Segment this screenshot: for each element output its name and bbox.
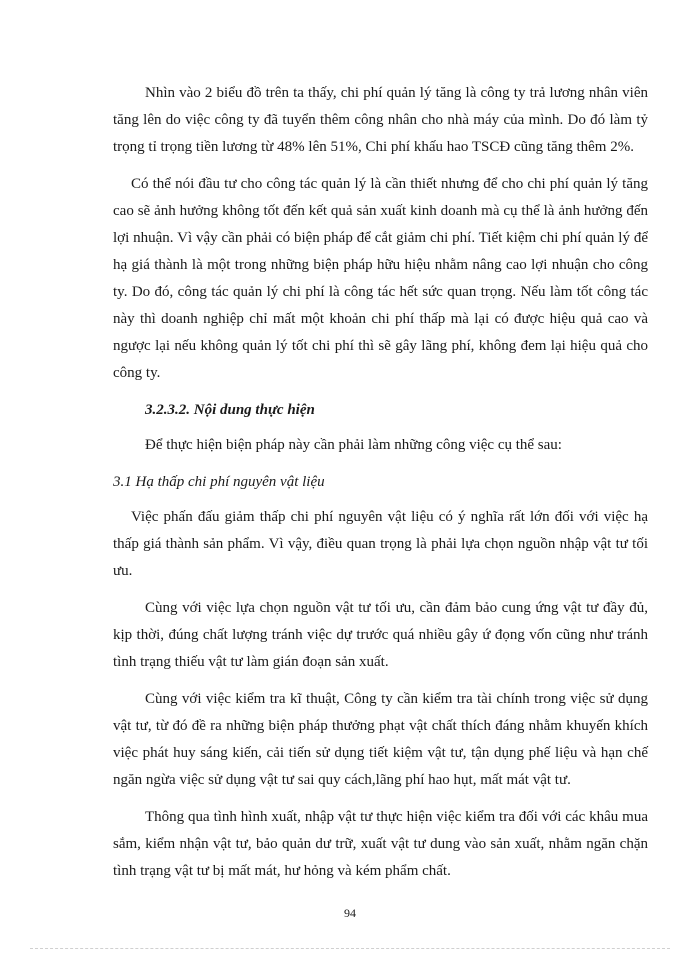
page-bottom-divider xyxy=(30,948,670,949)
paragraph-intro-tasks: Để thực hiện biện pháp này cần phải làm những công việc cụ thể sau: xyxy=(145,437,562,453)
subheading-3-1: 3.1 Hạ thấp chi phí nguyên vật liệu xyxy=(113,474,325,490)
section-heading-3-2-3-2: 3.2.3.2. Nội dung thực hiện xyxy=(145,402,315,418)
paragraph-supply-source: Cùng với việc lựa chọn nguồn vật tư tối ưu, cần đảm bảo cung ứng vật tư đầy đủ, kịp thời, đúng chất lượng tránh việc dự trước quá nhiều gây ứ đọng vốn cũng như tránh tình trạng thiếu vật tư làm gián đoạn sản xuất. xyxy=(113,600,648,670)
paragraph-management-investment: Có thể nói đầu tư cho công tác quản lý là cần thiết nhưng để cho chi phí quản lý tăng cao sẽ ảnh hưởng không tốt đến kết quả sản xuất kinh doanh mà cụ thể là ảnh hưởng đến lợi nhuận. Vì vậy cần phải có biện pháp để cắt giảm chi phí. Tiết kiệm chi phí quản lý để hạ giá thành là một trong những biện pháp hữu hiệu nhằm nâng cao lợi nhuận cho công ty. Do đó, công tác quản lý chi phí là công tác hết sức quan trọng. Nếu làm tốt công tác này thì doanh nghiệp chỉ mất một khoản chi phí thấp mà lại có được hiệu quả cao và ngược lại nếu không quản lý tốt chi phí thì sẽ gây lãng phí, không đem lại hiệu quả cho công ty. xyxy=(113,176,648,381)
paragraph-financial-check: Cùng với việc kiểm tra kĩ thuật, Công ty cần kiểm tra tài chính trong việc sử dụng vật tư, từ đó đề ra những biện pháp thưởng phạt vật chất thích đáng nhằm khuyến khích việc phát huy sáng kiến, cải tiến sử dụng tiết kiệm vật tư, tận dụng phế liệu và hạn chế ngăn ngừa việc sử dụng vật tư sai quy cách,lãng phí hao hụt, mất mát vật tư. xyxy=(113,691,648,788)
page-body xyxy=(113,80,648,895)
paragraph-chart-analysis: Nhìn vào 2 biểu đồ trên ta thấy, chi phí quản lý tăng là công ty trả lương nhân viên tăng lên do việc công ty đã tuyển thêm công nhân cho nhà máy của mình. Do đó làm tỷ trọng tỉ trọng tiền lương từ 48% lên 51%, Chi phí khấu hao TSCĐ cũng tăng thêm 2%. xyxy=(113,85,648,155)
page-number: 94 xyxy=(344,906,356,920)
paragraph-inventory-control: Thông qua tình hình xuất, nhập vật tư thực hiện việc kiểm tra đối với các khâu mua sắm, kiểm nhận vật tư, bảo quản dư trữ, xuất vật tư dung vào sản xuất, nhằm ngăn chặn tình trạng vật tư bị mất mát, hư hỏng và kém phẩm chất. xyxy=(113,809,648,879)
paragraph-material-cost: Việc phấn đấu giảm thấp chi phí nguyên vật liệu có ý nghĩa rất lớn đối với việc hạ thấp giá thành sản phẩm. Vì vậy, điều quan trọng là phải lựa chọn nguồn nhập vật tư tối ưu. xyxy=(113,509,648,579)
